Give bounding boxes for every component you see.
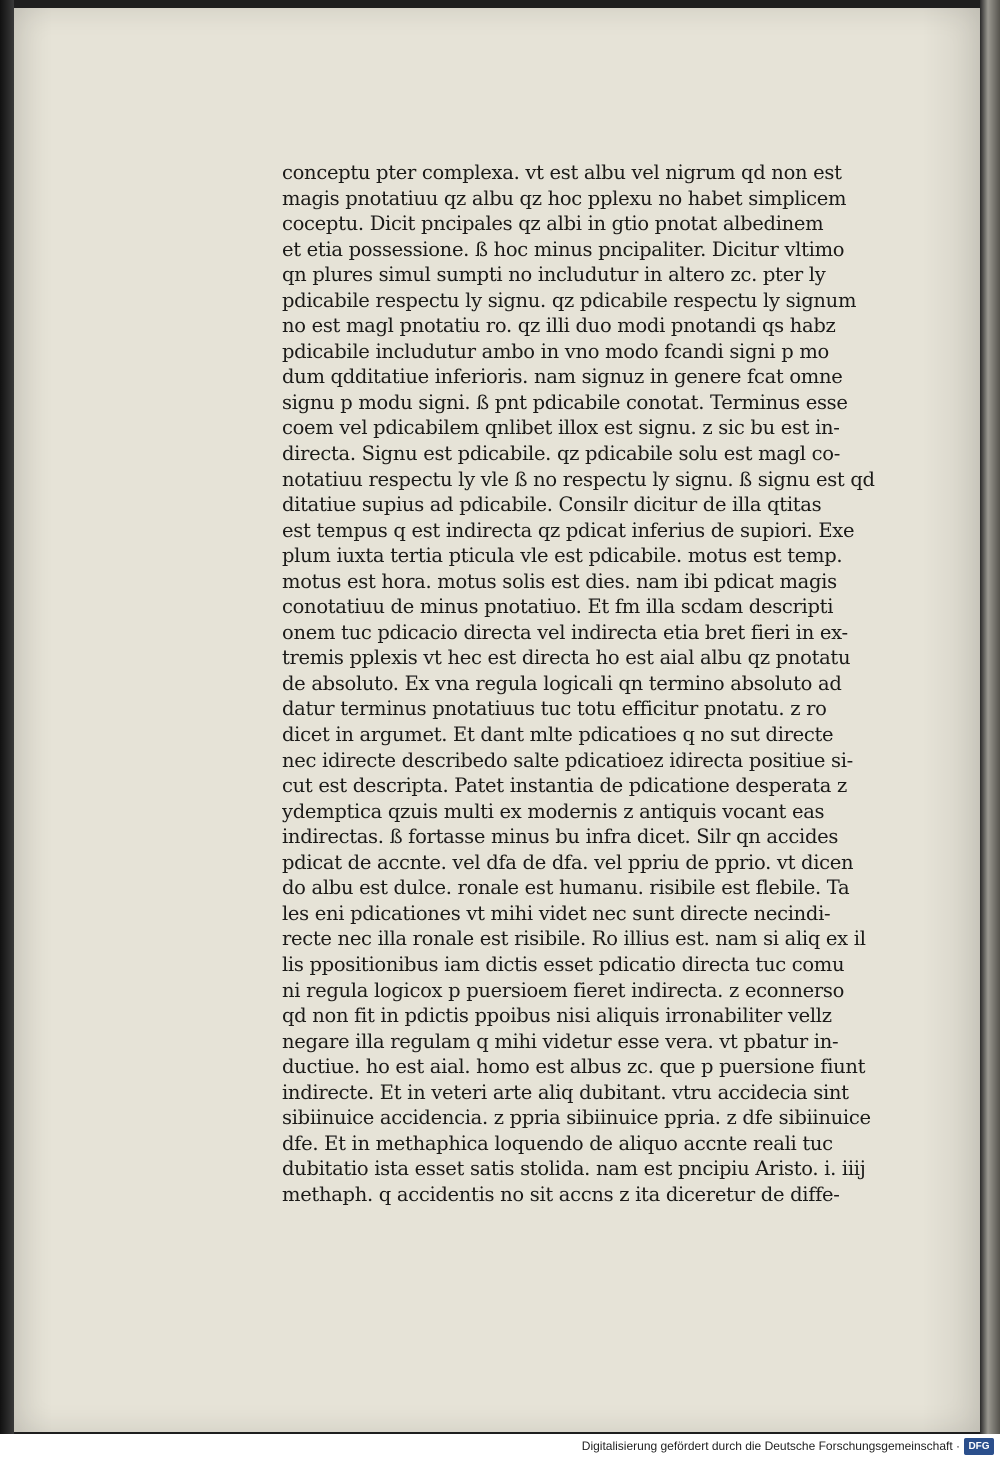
text-line: cut est descripta. Patet instantia de pdicatione desperata z [282,774,847,798]
text-line: magis pnotatiuu qz albu qz hoc pplexu no habet simplicem [282,186,847,210]
text-line: datur terminus pnotatiuus tuc totu efficitur pnotatu. z ro [282,697,827,721]
text-line: methaph. q accidentis no sit accns z ita diceretur de diffe- [282,1182,840,1206]
text-line: motus est hora. motus solis est dies. nam ibi pdicat magis [282,569,837,593]
text-line: no est magl pnotatiu ro. qz illi duo modi pnotandi qs habz [282,314,836,338]
text-line: negare illa regulam q mihi videtur esse vera. vt pbatur in- [282,1029,839,1053]
binding-edge [980,0,1000,1434]
text-line: indirecte. Et in veteri arte aliq dubitant. vtru accidecia sint [282,1080,849,1104]
text-line: ditatiue supius ad pdicabile. Consilr dicitur de illa qtitas [282,493,822,517]
text-line: pdicat de accnte. vel dfa de dfa. vel ppriu de pprio. vt dicen [282,850,854,874]
text-line: dubitatio ista esset satis stolida. nam est pncipiu Aristo. i. iiij [282,1157,866,1181]
footer-bar [0,1434,1000,1460]
text-line: pdicabile respectu ly signu. qz pdicabile respectu ly signum [282,288,857,312]
text-line: ni regula logicox p puersioem fieret indirecta. z econnerso [282,978,845,1002]
footer-credit: Digitalisierung gefördert durch die Deutsche Forschungsgemeinschaft · [581,1439,960,1453]
text-line: dfe. Et in methaphica loquendo de aliquo accnte reali tuc [282,1131,833,1155]
text-line: sibiinuice accidencia. z ppria sibiinuice ppria. z dfe sibiinuice [282,1106,871,1130]
text-line: directa. Signu est pdicabile. qz pdicabile solu est magl co- [282,442,840,466]
text-line: ductiue. ho est aial. homo est albus zc. que p puersione fiunt [282,1055,866,1079]
text-line: pdicabile includutur ambo in vno modo fcandi signi p mo [282,339,829,363]
text-line: coceptu. Dicit pncipales qz albi in gtio pnotat albedinem [282,212,824,236]
text-line: do albu est dulce. ronale est humanu. risibile est flebile. Ta [282,876,850,900]
text-line: ydemptica qzuis multi ex modernis z antiquis vocant eas [282,799,825,823]
text-line: de absoluto. Ex vna regula logicali qn termino absoluto ad [282,671,842,695]
text-line: signu p modu signi. ß pnt pdicabile conotat. Terminus esse [282,390,848,414]
text-line: recte nec illa ronale est risibile. Ro illius est. nam si aliq ex il [282,927,866,951]
dfg-logo[interactable]: DFG [964,1438,994,1455]
text-line: lis ppositionibus iam dictis esset pdicatio directa tuc comu [282,952,845,976]
text-line: tremis pplexis vt hec est directa ho est aial albu qz pnotatu [282,646,851,670]
text-block [282,160,892,1207]
text-line: conceptu pter complexa. vt est albu vel nigrum qd non est [282,161,842,184]
text-line: coem vel pdicabilem qnlibet illox est signu. z sic bu est in- [282,416,840,440]
text-line: est tempus q est indirecta qz pdicat inferius de supiori. Exe [282,518,855,542]
text-line: dicet in argumet. Et dant mlte pdicatioes q no sut directe [282,723,834,747]
text-line: et etia possessione. ß hoc minus pncipaliter. Dicitur vltimo [282,237,845,261]
text-line: onem tuc pdicacio directa vel indirecta etia bret fieri in ex- [282,620,848,644]
scan-left-edge [0,0,14,1434]
text-line: qd non fit in pdictis ppoibus nisi aliquis irronabiliter vellz [282,1004,832,1028]
text-line: qn plures simul sumpti no includutur in altero zc. pter ly [282,263,826,287]
text-line: conotatiuu de minus pnotatiuo. Et fm illa scdam descripti [282,595,834,619]
text-line: plum iuxta tertia pticula vle est pdicabile. motus est temp. [282,544,843,568]
text-line: indirectas. ß fortasse minus bu infra dicet. Silr qn accides [282,825,839,849]
text-line: les eni pdicationes vt mihi videt nec sunt directe necindi- [282,901,831,925]
text-line: nec idirecte describedo salte pdicatioez idirecta positiue si- [282,748,853,772]
text-line: notatiuu respectu ly vle ß no respectu ly signu. ß signu est qd [282,467,875,491]
text-line: dum qdditatiue inferioris. nam signuz in genere fcat omne [282,365,843,389]
